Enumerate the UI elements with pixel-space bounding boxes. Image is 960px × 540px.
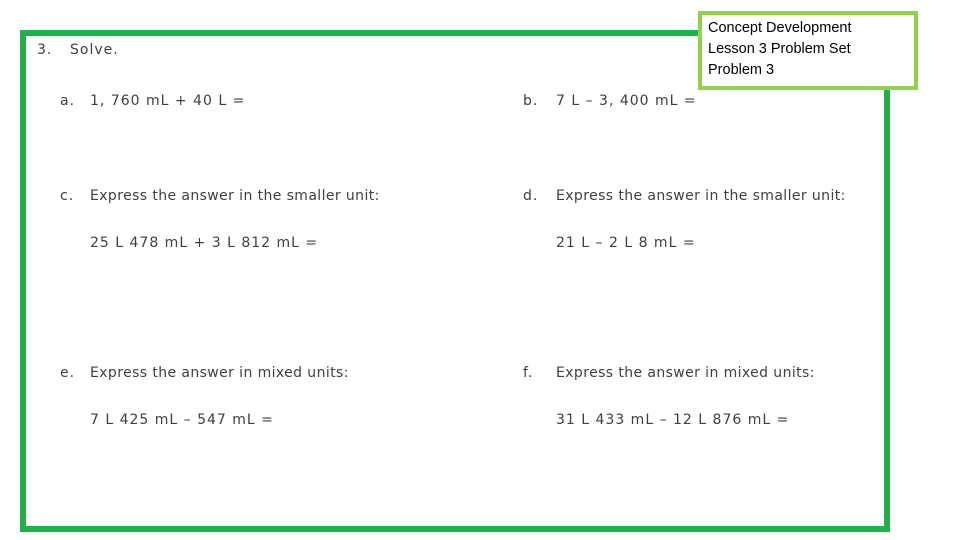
item-c-expression: 25 L 478 mL + 3 L 812 mL = <box>90 235 319 251</box>
item-c-label: c. <box>60 188 75 204</box>
callout-line-2: Lesson 3 Problem Set <box>708 41 851 57</box>
problem-instruction: Solve. <box>70 42 119 58</box>
callout-line-1: Concept Development <box>708 20 852 36</box>
lesson-callout <box>698 11 918 90</box>
item-c-instruction: Express the answer in the smaller unit: <box>90 188 380 204</box>
item-a-expression: 1, 760 mL + 40 L = <box>90 93 246 109</box>
item-e-instruction: Express the answer in mixed units: <box>90 365 349 381</box>
callout-line-3: Problem 3 <box>708 62 775 78</box>
item-b-label: b. <box>523 93 539 109</box>
item-f-label: f. <box>523 365 534 381</box>
item-d-label: d. <box>523 188 539 204</box>
item-d-expression: 21 L – 2 L 8 mL = <box>556 235 696 251</box>
item-e-expression: 7 L 425 mL – 547 mL = <box>90 412 274 428</box>
item-a-label: a. <box>60 93 76 109</box>
item-e-label: e. <box>60 365 76 381</box>
item-b-expression: 7 L – 3, 400 mL = <box>556 93 697 109</box>
item-d-instruction: Express the answer in the smaller unit: <box>556 188 846 204</box>
item-f-instruction: Express the answer in mixed units: <box>556 365 815 381</box>
problem-number: 3. <box>37 42 53 58</box>
item-f-expression: 31 L 433 mL – 12 L 876 mL = <box>556 412 790 428</box>
